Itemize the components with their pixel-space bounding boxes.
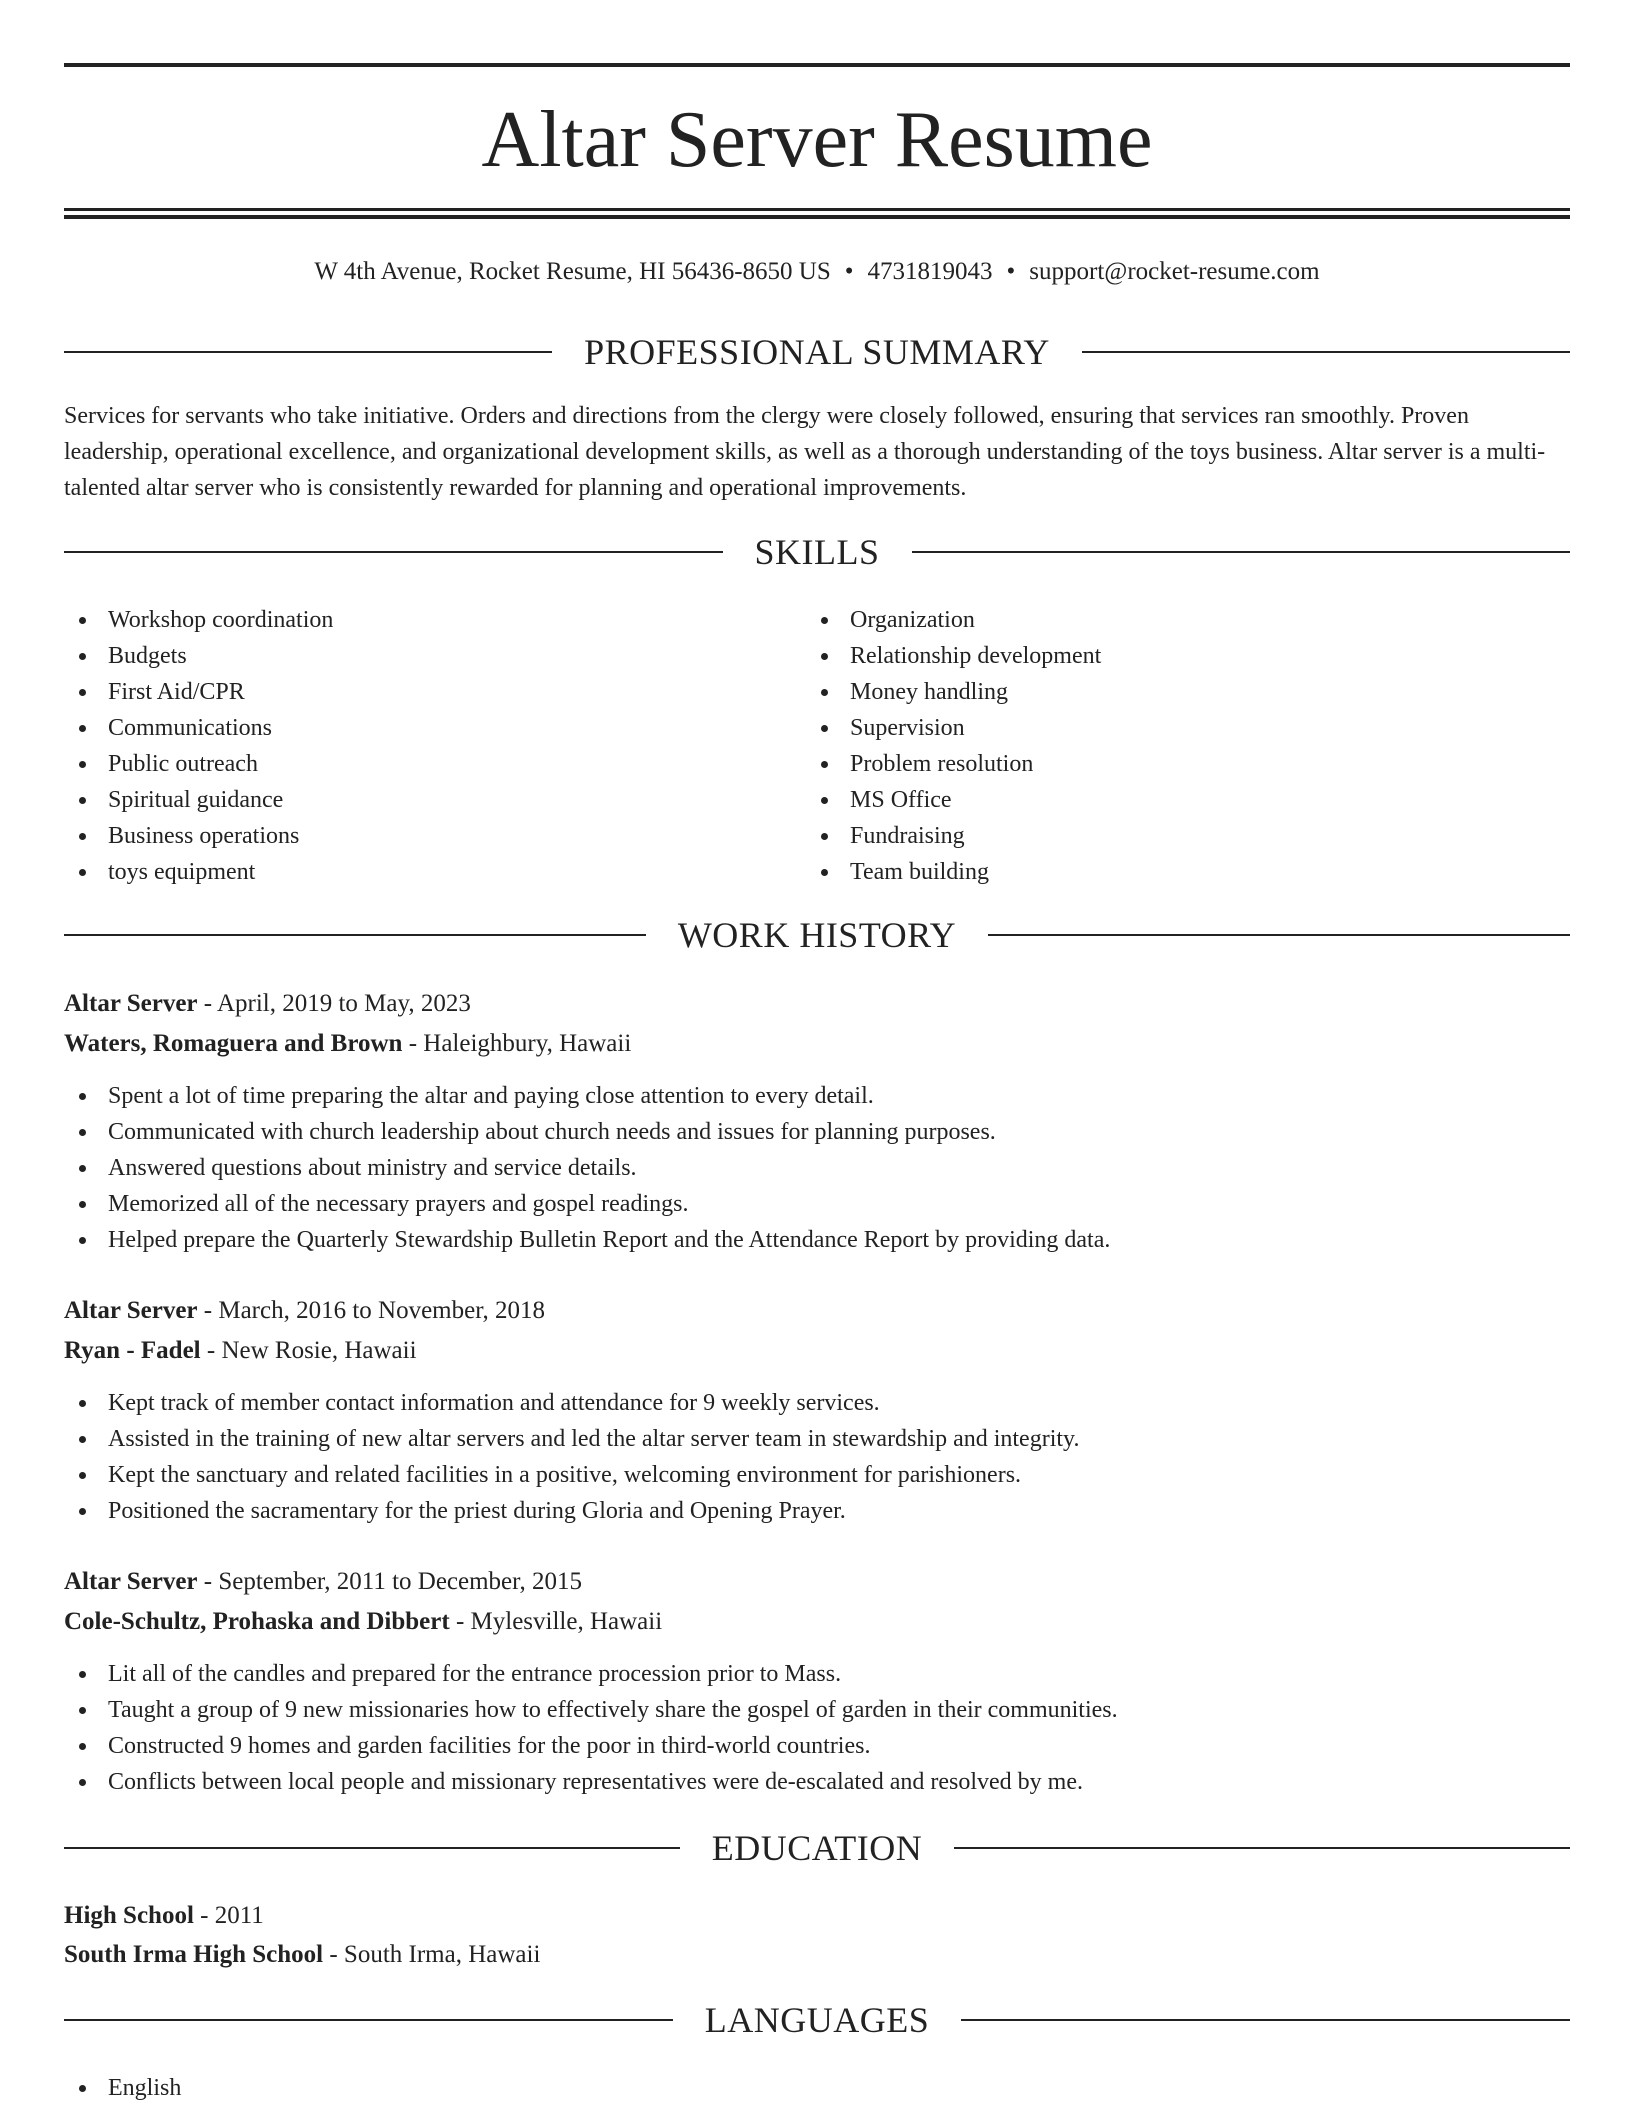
- language-item: English: [64, 2070, 1570, 2106]
- job-bullet: Kept track of member contact information and attendance for 9 weekly services.: [64, 1385, 1570, 1421]
- heading-rule: [961, 2019, 1570, 2021]
- skill-item: Relationship development: [806, 638, 1546, 674]
- skill-item: Communications: [64, 710, 804, 746]
- summary-heading-label: PROFESSIONAL SUMMARY: [584, 332, 1050, 372]
- skill-item: Money handling: [806, 674, 1546, 710]
- contact-phone: 4731819043: [867, 258, 993, 285]
- job-title: Altar Server: [64, 990, 198, 1017]
- job-bullet: Kept the sanctuary and related facilities in a positive, welcoming environment for parishioners.: [64, 1457, 1570, 1493]
- job-bullet: Taught a group of 9 new missionaries how to effectively share the gospel of garden in their communities.: [64, 1692, 1570, 1728]
- job-bullet: Positioned the sacramentary for the priest during Gloria and Opening Prayer.: [64, 1493, 1570, 1529]
- skill-item: Workshop coordination: [64, 602, 804, 638]
- job-bullet: Conflicts between local people and missionary representatives were de-escalated and resolved by me.: [64, 1764, 1570, 1800]
- page-title: Altar Server Resume: [481, 96, 1153, 184]
- job-bullet: Spent a lot of time preparing the altar and paying close attention to every detail.: [64, 1078, 1570, 1114]
- job-bullet: Assisted in the training of new altar servers and led the altar server team in stewardship and integrity.: [64, 1421, 1570, 1457]
- education-school-line: [64, 1937, 1570, 1973]
- job-dates: - April, 2019 to May, 2023: [197, 990, 471, 1017]
- job-company-line: [64, 1333, 1570, 1369]
- job-bullet: Communicated with church leadership about church needs and issues for planning purposes.: [64, 1114, 1570, 1150]
- contact-separator: •: [1006, 258, 1016, 285]
- job-bullet: Memorized all of the necessary prayers and gospel readings.: [64, 1186, 1570, 1222]
- job-company: Ryan - Fadel: [64, 1337, 201, 1364]
- title-rule-lower: [64, 215, 1570, 219]
- skill-item: Supervision: [806, 710, 1546, 746]
- job-dates: - September, 2011 to December, 2015: [197, 1568, 582, 1595]
- languages-heading-label: LANGUAGES: [704, 2000, 930, 2040]
- job-location: - Haleighbury, Hawaii: [402, 1030, 632, 1057]
- job-location: - New Rosie, Hawaii: [200, 1337, 417, 1364]
- skill-item: Public outreach: [64, 746, 804, 782]
- education-year: - 2011: [193, 1902, 264, 1929]
- job-location: - Mylesville, Hawaii: [449, 1608, 663, 1635]
- job-company: Cole-Schultz, Prohaska and Dibbert: [64, 1608, 450, 1635]
- contact-line: [64, 254, 1570, 290]
- skill-item: Business operations: [64, 818, 804, 854]
- job-bullets: [64, 1078, 1570, 1258]
- heading-rule: [912, 551, 1571, 553]
- skills-list-right: [806, 602, 1546, 890]
- skill-item: Team building: [806, 854, 1546, 890]
- skills-heading-label: SKILLS: [754, 532, 880, 572]
- job-title-line: [64, 986, 1570, 1022]
- job-bullet: Answered questions about ministry and service details.: [64, 1150, 1570, 1186]
- languages-heading: [64, 1998, 1570, 2042]
- contact-email: support@rocket-resume.com: [1029, 258, 1320, 285]
- skill-item: MS Office: [806, 782, 1546, 818]
- summary-heading: [64, 330, 1570, 374]
- job-bullets: [64, 1656, 1570, 1800]
- skill-item: Budgets: [64, 638, 804, 674]
- heading-rule: [64, 1847, 680, 1849]
- job-title: Altar Server: [64, 1297, 198, 1324]
- job-company: Waters, Romaguera and Brown: [64, 1030, 403, 1057]
- job-company-line: [64, 1026, 1570, 1062]
- education-heading: [64, 1826, 1570, 1870]
- job-bullet: Constructed 9 homes and garden facilities for the poor in third-world countries.: [64, 1728, 1570, 1764]
- job-dates: - March, 2016 to November, 2018: [197, 1297, 546, 1324]
- heading-rule: [64, 2019, 673, 2021]
- skill-item: Organization: [806, 602, 1546, 638]
- education-degree-line: [64, 1898, 1570, 1934]
- heading-rule: [64, 551, 723, 553]
- heading-rule: [64, 351, 552, 353]
- heading-rule: [1082, 351, 1570, 353]
- education-heading-label: EDUCATION: [711, 1828, 923, 1868]
- heading-rule: [988, 934, 1570, 936]
- work-history-heading: [64, 913, 1570, 957]
- job-title: Altar Server: [64, 1568, 198, 1595]
- top-rule: [64, 63, 1570, 67]
- heading-rule: [64, 934, 646, 936]
- job-bullet: Lit all of the candles and prepared for the entrance procession prior to Mass.: [64, 1656, 1570, 1692]
- skills-list-left: [64, 602, 804, 890]
- skill-item: First Aid/CPR: [64, 674, 804, 710]
- skill-item: Problem resolution: [806, 746, 1546, 782]
- contact-address: W 4th Avenue, Rocket Resume, HI 56436-8650 US: [314, 258, 831, 285]
- skills-heading: [64, 530, 1570, 574]
- job-company-line: [64, 1604, 1570, 1640]
- skill-item: Spiritual guidance: [64, 782, 804, 818]
- education-location: - South Irma, Hawaii: [323, 1941, 541, 1968]
- skill-item: toys equipment: [64, 854, 804, 890]
- contact-separator: •: [844, 258, 854, 285]
- job-title-line: [64, 1293, 1570, 1329]
- skill-item: Fundraising: [806, 818, 1546, 854]
- languages-list: [64, 2070, 1570, 2106]
- heading-rule: [954, 1847, 1570, 1849]
- job-title-line: [64, 1564, 1570, 1600]
- education-degree: High School: [64, 1902, 194, 1929]
- work-history-heading-label: WORK HISTORY: [677, 915, 957, 955]
- summary-text: Services for servants who take initiative. Orders and directions from the clergy were closely followed, ensuring that services ran smoothly. Proven leadership, operational excellence, and organizational development skills, as well as a thorough understanding of the toys business. Altar server is a multi-talented altar server who is consistently rewarded for planning and operational improvements.: [64, 403, 1546, 501]
- title-rule-upper: [64, 208, 1570, 211]
- education-school: South Irma High School: [64, 1941, 324, 1968]
- job-bullets: [64, 1385, 1570, 1529]
- job-bullet: Helped prepare the Quarterly Stewardship Bulletin Report and the Attendance Report by providing data.: [64, 1222, 1570, 1258]
